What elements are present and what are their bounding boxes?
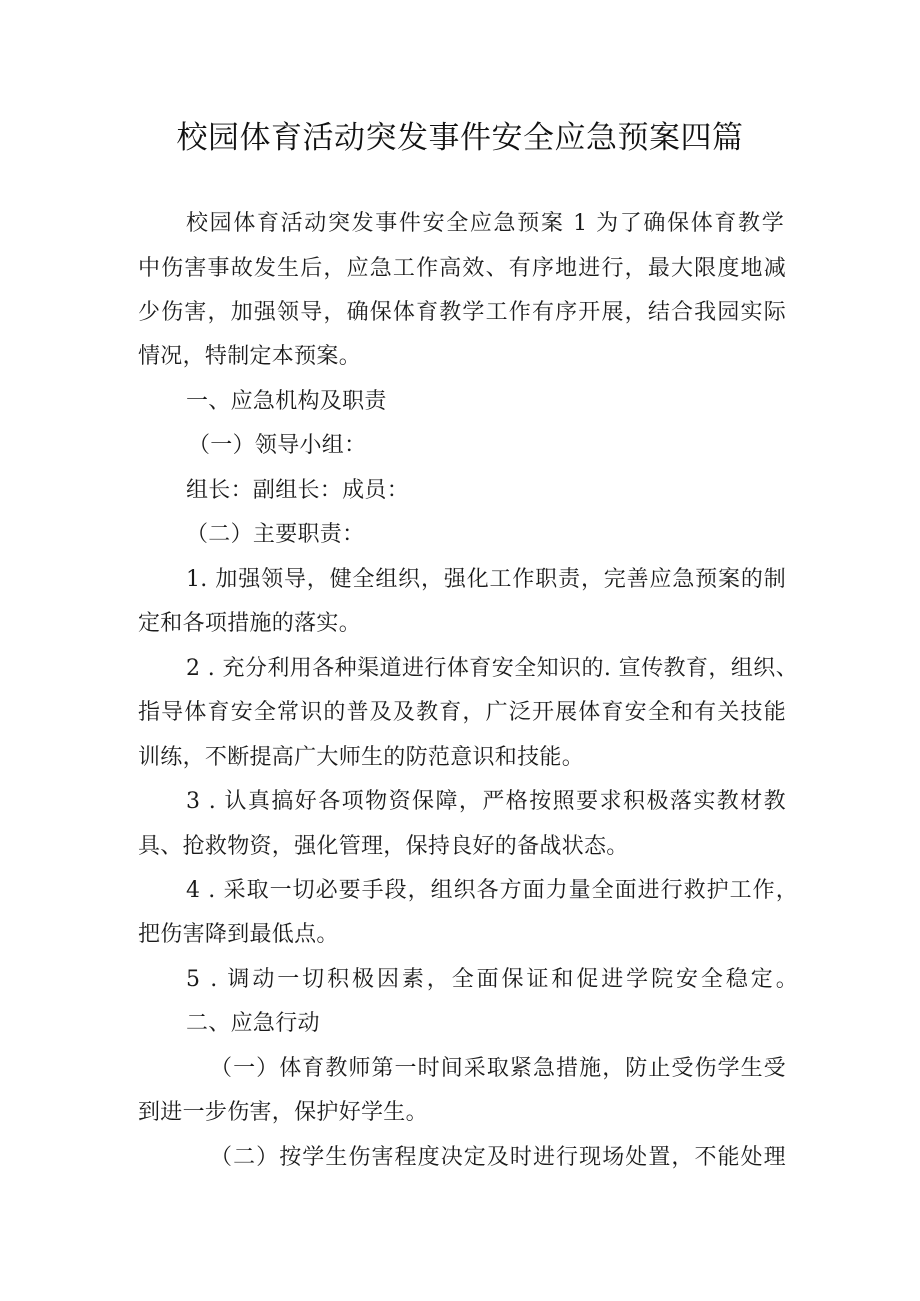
document-title: 校园体育活动突发事件安全应急预案四篇 (176, 120, 744, 156)
paragraph-line: 少伤害，加强领导，确保体育教学工作有序开展，结合我园实际 (138, 300, 786, 325)
list-item-line: 具、抢救物资，强化管理，保持良好的备战状态。 (138, 834, 629, 859)
list-item-line: 训练，不断提高广大师生的防范意识和技能。 (138, 745, 585, 770)
subsection-heading: （二）主要职责： (186, 522, 365, 547)
list-item-line: 指导体育安全常识的普及及教育，广泛开展体育安全和有关技能 (138, 700, 786, 725)
list-item-line: 4 . 采取一切必要手段，组织各方面力量全面进行救护工作， (186, 878, 798, 903)
paragraph-line: （二）按学生伤害程度决定及时进行现场处置，不能处理 (210, 1145, 786, 1170)
paragraph-line: 校园体育活动突发事件安全应急预案 1 为了确保体育教学 (186, 211, 784, 236)
list-item-line: 2 . 充分利用各种渠道进行体育安全知识的. 宣传教育，组织、 (186, 656, 798, 681)
list-item-line: 1. 加强领导，健全组织，强化工作职责，完善应急预案的制 (186, 567, 786, 592)
subsection-heading: （一）领导小组： (188, 433, 367, 458)
list-item-line: 定和各项措施的落实。 (138, 611, 362, 636)
paragraph-line: 中伤害事故发生后，应急工作高效、有序地进行，最大限度地减 (138, 256, 786, 281)
paragraph-line: 到进一步伤害，保护好学生。 (138, 1100, 428, 1125)
paragraph-line: 情况，特制定本预案。 (138, 344, 362, 369)
section-heading: 一、应急机构及职责 (186, 389, 387, 414)
list-item-line: 3 . 认真搞好各项物资保障，严格按照要求积极落实教材教 (186, 789, 786, 814)
paragraph-line: 组长：副组长：成员： (186, 478, 410, 503)
list-item-line: 5 . 调动一切积极因素，全面保证和促进学院安全稳定。 (186, 967, 798, 992)
paragraph-line: （一）体育教师第一时间采取紧急措施，防止受伤学生受 (210, 1056, 786, 1081)
list-item-line: 把伤害降到最低点。 (138, 922, 339, 947)
section-heading: 二、应急行动 (186, 1011, 320, 1036)
